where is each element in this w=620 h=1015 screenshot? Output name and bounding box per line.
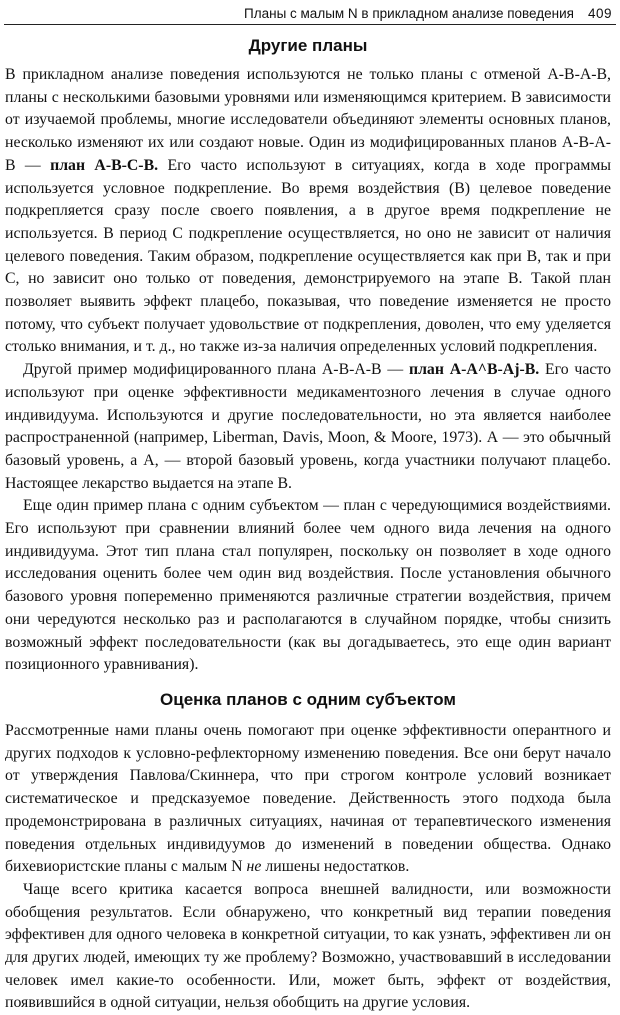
paragraph-text: В прикладном анализе поведения используются не только планы с отменой А-В-А-В, планы с несколькими базовыми уровнями или изменяющимся критерием. В зависимости от изучаемой проблемы, многие исследователи объединяют элементы основных планов, несколько изменяют их или создают новые. Один из модифицированных планов А-В-А-В — bbox=[5, 66, 611, 174]
section-heading-evaluation: Оценка планов с одним субъектом bbox=[160, 689, 456, 709]
page-number: 409 bbox=[587, 6, 612, 21]
page-body bbox=[5, 30, 611, 1015]
paragraph-text: Рассмотренные нами планы очень помогают при оценке эффективности оперантного и других подходов к условно-рефлекторному изменению поведения. Все они берут начало от утверждения Павлова/Скиннера, что при строгом контроле условий возникает систематическое и предсказуемое поведение. Действенность этого подхода была продемонстрирована в различных ситуациях, начиная от терапевтического изменения поведения отдельных индивидуумов до изменений в поведении общества. Однако бихевиористские планы с малым N bbox=[5, 721, 611, 876]
paragraph-text: Его часто используют в ситуациях, когда в ходе программы используется условное подкрепление. Во время воздействия (В) целевое поведение подкрепляется сразу после своего появления, а в другое время подкрепление не используется. В период С подкрепление осуществляется, но оно не зависит от наличия целевого поведения. Таким образом, подкрепление осуществляется как при В, так и при С, но зависит оно только от поведения, демонстрируемого на этапе В. Такой план позволяет выявить эффект плацебо, показывая, что поведение изменяется не просто потому, что субъект получает удовольствие от подкрепления, доволен, что ему уделяется столько внимания, и т. д., но также из-за наличия определенных условий подкрепления. bbox=[5, 156, 611, 356]
running-head-title: Планы с малым N в прикладном анализе поведения bbox=[244, 6, 574, 21]
paragraph-medication-plan bbox=[5, 359, 611, 495]
paragraph-text: Другой пример модифицированного плана А-В-А-В — bbox=[23, 361, 409, 379]
term-medication-plan: план А-А^В-Аj-В. bbox=[408, 361, 540, 379]
running-head bbox=[0, 6, 612, 22]
section-heading-other-plans: Другие планы bbox=[248, 36, 368, 55]
term-abcb-plan: план А-В-С-В. bbox=[50, 156, 159, 174]
paragraph-text: лишены недостатков. bbox=[261, 858, 410, 876]
emphasis-not: не bbox=[246, 858, 262, 876]
paragraph-alternating-treatments: Еще один пример плана с одним субъектом — план с чередующимися воздействиями. Его используют при сравнении влияний более чем одного вида лечения на одного индивидуума. Этот тип плана стал популярен, поскольку он позволяет в ходе одного исследования оценить более чем один вид воздействия. После установления обычного базового уровня попеременно применяются различные стратегии воздействия, причем они чередуются несколько раз и располагаются в случайном порядке, чтобы снизить возможный эффект последовательности (как вы догадываетесь, это еще один вариант позиционного уравнивания). bbox=[5, 497, 611, 674]
paragraph-text: Его часто используют при оценке эффективности медикаментозного лечения в случае одного индивидуума. Используются и другие последовательности, но эта является наиболее распространенной (например, Liberman, Davis, Moon, & Moore, 1973). А — это обычный базовый уровень, а А, — второй базовый уровень, когда участники получают плацебо. Настоящее лекарство выдается на этапе В. bbox=[5, 361, 611, 492]
paragraph-evaluation bbox=[5, 720, 611, 879]
paragraph-abab-variants bbox=[5, 64, 611, 359]
paragraph-external-validity: Чаще всего критика касается вопроса внешней валидности, или возможности обобщения результатов. Если обнаружено, что конкретный вид терапии поведения эффективен для одного человека в конкретной ситуации, то как узнать, эффективен ли он для других людей, имеющих ту же проблему? Возможно, участвовавший в исследовании человек имел какие-то особенности. Или, может быть, эффект от воздействия, появившийся в одной ситуации, нельзя обобщить на другие условия. bbox=[5, 880, 611, 1012]
header-rule bbox=[4, 24, 616, 25]
